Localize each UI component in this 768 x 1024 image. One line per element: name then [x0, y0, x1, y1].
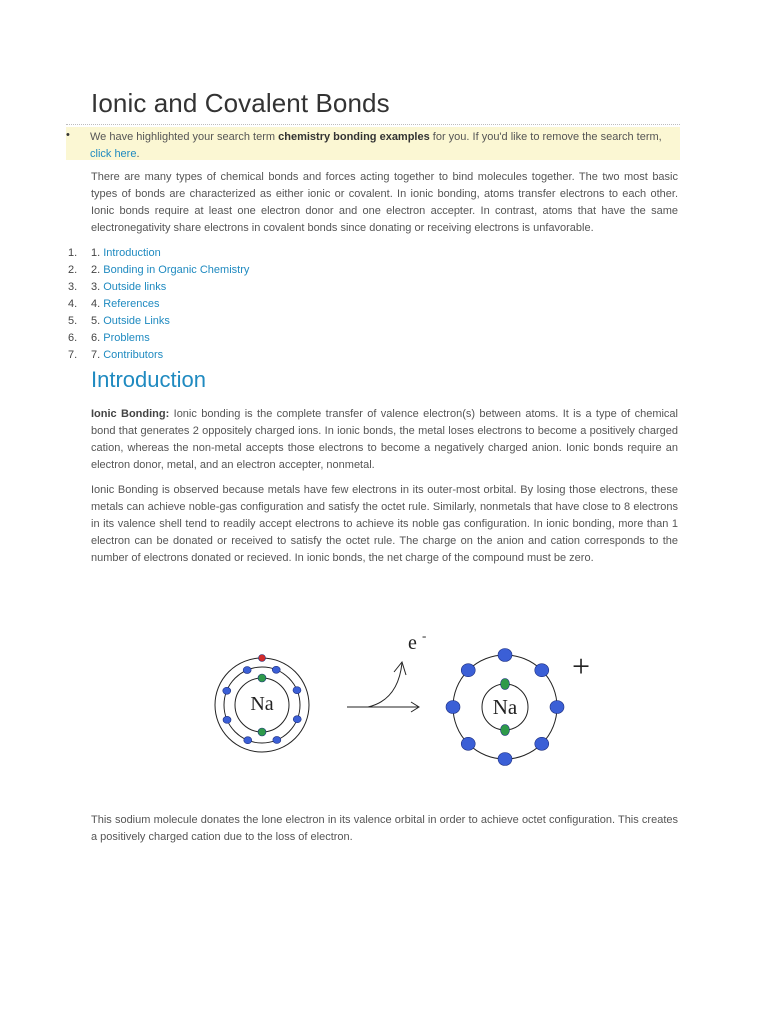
toc-entry	[91, 347, 163, 364]
sodium-cation	[446, 648, 590, 766]
sodium-ionization-diagram	[205, 625, 605, 770]
middle-electron	[273, 736, 281, 743]
notice-bullet: •	[66, 129, 70, 141]
electron-symbol: e	[408, 632, 417, 654]
cation-outer-electron	[498, 649, 512, 662]
page-title: Ionic and Covalent Bonds	[91, 88, 390, 118]
curved-arrow	[368, 663, 402, 707]
toc-number: 2.	[68, 264, 78, 276]
toc-number: 6.	[68, 332, 78, 344]
cation-symbol: Na	[492, 695, 518, 719]
toc-entry	[91, 313, 170, 330]
title-divider	[66, 124, 680, 125]
middle-electron	[223, 716, 231, 723]
toc-link[interactable]: Outside links	[103, 281, 167, 293]
introduction-heading: Introduction	[91, 367, 206, 392]
toc-entry	[91, 245, 161, 262]
notice-text	[90, 129, 678, 163]
toc-link[interactable]: Outside Links	[103, 315, 170, 327]
cation-outer-electron	[550, 701, 564, 714]
toc-link[interactable]: Problems	[103, 332, 150, 344]
ionic-bonding-explanation: Ionic Bonding is observed because metals have few electrons in its outer-most orbital. By losing those electrons, these metals can achieve noble-gas configuration and satisfy the octet rule. Similarly, nonmetals that have close to 8 electrons in its valence shell tend to readily accept electrons to achieve its noble gas configuration. In ionic bonding, more than 1 electron can be donated or received to satisfy the octet rule. The charge on the anion and cation corresponds to the number of electrons donated or recieved. In ionic bonds, the net charge of the compound must be zero.	[91, 484, 678, 564]
toc-number: 4.	[68, 298, 78, 310]
middle-electron	[293, 687, 301, 694]
toc-entry	[91, 279, 166, 296]
cation-outer-electron	[535, 664, 549, 677]
notice-search-term: chemistry bonding examples	[278, 131, 430, 143]
ionic-bonding-text: Ionic bonding is the complete transfer of valence electron(s) between atoms. It is a type of chemical bond that generates 2 oppositely charged ions. In ionic bonds, the metal loses electrons to become a positively charged cation, whereas the non-metal accepts those electrons to become a negatively charged anion. Ionic bonds require an electron donor, metal, and an electron accepter, nonmetal.	[91, 408, 678, 471]
positive-charge: +	[571, 648, 591, 684]
toc-prefix: 3.	[91, 281, 104, 293]
toc-number: 3.	[68, 281, 78, 293]
notice-end: .	[136, 148, 140, 160]
ionic-bonding-label: Ionic Bonding:	[91, 408, 170, 420]
electron-release-arrow	[368, 628, 426, 707]
toc-prefix: 5.	[91, 315, 104, 327]
toc-number: 5.	[68, 315, 78, 327]
cation-inner-electron	[501, 679, 510, 690]
intro-paragraph: There are many types of chemical bonds and forces acting together to bind molecules together. The two most basic types of bonds are characterized as either ionic or covalent. In ionic bonding, atoms transfer electrons to each other. Ionic bonds require at least one electron donor and one electron accepter. In contrast, atoms that have the same electronegativity share electrons in covalent bonds since donating or receiving electrons is unfavorable.	[91, 171, 678, 234]
toc-prefix: 7.	[91, 349, 104, 361]
diagram-caption: This sodium molecule donates the lone electron in its valence orbital in order to achieve octet configuration. This creates a positively charged cation due to the loss of electron.	[91, 814, 678, 843]
cation-inner-electron	[501, 725, 510, 736]
middle-electron	[272, 666, 280, 673]
middle-electron	[223, 687, 231, 694]
inner-electron	[258, 674, 266, 682]
middle-electron	[243, 667, 251, 674]
notice-text-before: We have highlighted your search term	[90, 131, 279, 143]
valence-electron	[259, 655, 266, 662]
cation-outer-electron	[461, 737, 475, 750]
toc-prefix: 1.	[91, 247, 104, 259]
middle-electron	[293, 716, 301, 723]
toc-entry	[91, 296, 160, 313]
inner-electron	[258, 728, 266, 736]
toc-entry	[91, 330, 150, 347]
toc-number: 7.	[68, 349, 78, 361]
cation-outer-electron	[446, 701, 460, 714]
toc-link[interactable]: References	[103, 298, 160, 310]
notice-text-after: for you. If you'd like to remove the search term,	[429, 131, 662, 143]
toc-prefix: 6.	[91, 332, 104, 344]
search-highlight-notice	[66, 127, 680, 160]
toc-link[interactable]: Contributors	[103, 349, 164, 361]
ionic-bonding-paragraph	[91, 406, 678, 474]
toc-prefix: 2.	[91, 264, 104, 276]
toc-number: 1.	[68, 247, 78, 259]
electron-charge: -	[422, 628, 427, 643]
cation-outer-electron	[498, 753, 512, 766]
middle-electron	[244, 737, 252, 744]
remove-highlight-link[interactable]: click here	[90, 148, 137, 160]
sodium-atom	[215, 655, 309, 753]
cation-outer-electron	[535, 737, 549, 750]
cation-outer-electron	[461, 664, 475, 677]
toc-entry	[91, 262, 249, 279]
toc-prefix: 4.	[91, 298, 104, 310]
sodium-symbol: Na	[250, 693, 274, 715]
transfer-arrow	[347, 702, 419, 712]
toc-link[interactable]: Bonding in Organic Chemistry	[103, 264, 250, 276]
toc-link[interactable]: Introduction	[103, 247, 161, 259]
